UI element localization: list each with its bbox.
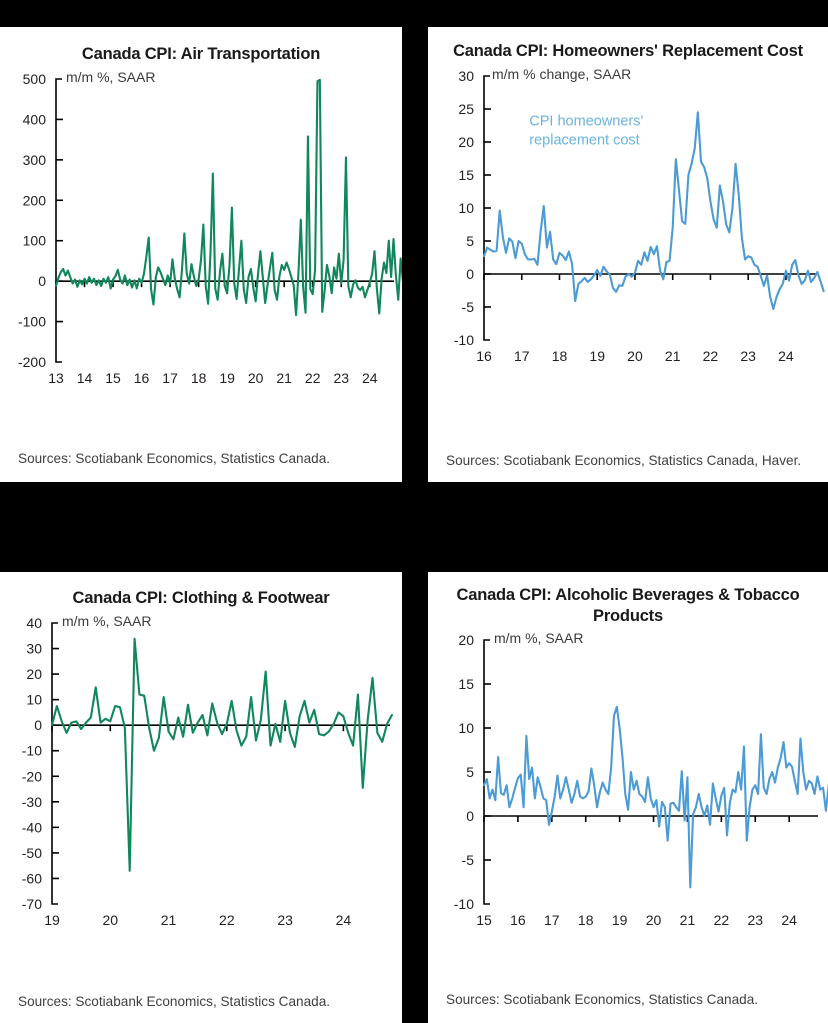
svg-text:20: 20 [102,911,119,928]
svg-text:13: 13 [48,369,64,386]
svg-text:0: 0 [34,716,42,733]
svg-text:300: 300 [22,151,46,168]
svg-text:23: 23 [277,911,293,928]
sources-note-homeowners-replacement-cost: Sources: Scotiabank Economics, Statistics Canada, Haver. [446,452,802,468]
chart-title-clothing-footwear: Canada CPI: Clothing & Footwear [72,589,330,607]
svg-text:10: 10 [458,720,474,737]
svg-text:19: 19 [589,347,606,364]
svg-text:0: 0 [466,265,474,282]
svg-text:100: 100 [22,232,46,249]
sources-note-alcoholic-beverages-tobacco: Sources: Scotiabank Economics, Statistics Canada. [446,991,759,1007]
svg-text:-60: -60 [21,870,42,887]
svg-text:14: 14 [76,369,93,386]
svg-text:20: 20 [247,369,264,386]
svg-text:24: 24 [335,911,352,928]
svg-text:-20: -20 [21,767,42,784]
svg-text:m/m %, SAAR: m/m %, SAAR [494,630,584,647]
svg-text:21: 21 [276,369,292,386]
svg-text:17: 17 [544,912,560,929]
svg-text:21: 21 [160,911,177,928]
sources-note-air-transportation: Sources: Scotiabank Economics, Statistics Canada. [18,450,331,466]
svg-text:40: 40 [26,614,42,631]
chart-title-alcoholic-beverages-tobacco: Canada CPI: Alcoholic Beverages & Tobacco Products [456,586,800,625]
svg-text:10: 10 [458,199,474,216]
plot-area-alcoholic-beverages-tobacco [428,626,828,956]
chart-panel-homeowners-replacement-cost [428,27,828,482]
svg-text:20: 20 [26,665,42,682]
sources-note-clothing-footwear: Sources: Scotiabank Economics, Statistics Canada. [18,993,331,1009]
svg-text:10: 10 [26,691,42,708]
svg-text:30: 30 [26,640,42,657]
plot-svg-air-transportation [0,65,402,410]
svg-text:-50: -50 [21,844,42,861]
svg-text:15: 15 [458,676,474,693]
svg-text:-100: -100 [17,313,46,330]
svg-text:-10: -10 [21,742,42,759]
chart-panel-air-transportation [0,27,402,482]
svg-text:-10: -10 [453,896,474,913]
svg-text:23: 23 [747,912,764,929]
chart-title-air-transportation: Canada CPI: Air Transportation [81,45,321,63]
svg-text:-5: -5 [461,298,474,315]
svg-text:500: 500 [22,70,46,87]
svg-text:-200: -200 [17,353,46,370]
svg-text:5: 5 [466,232,474,249]
chart-title-homeowners-replacement-cost: Canada CPI: Homeowners' Replacement Cost [453,42,803,60]
svg-text:19: 19 [611,912,628,929]
svg-text:20: 20 [627,347,643,364]
svg-text:400: 400 [22,111,46,128]
svg-text:22: 22 [219,911,235,928]
svg-text:0: 0 [38,272,46,289]
svg-text:22: 22 [304,369,321,386]
svg-text:-5: -5 [461,852,474,869]
svg-text:22: 22 [702,347,719,364]
svg-text:15: 15 [458,166,474,183]
svg-text:200: 200 [22,191,46,208]
plot-area-air-transportation [0,65,402,410]
chart-panel-alcoholic-beverages-tobacco [428,572,828,1023]
svg-text:23: 23 [740,347,756,364]
svg-text:-70: -70 [21,895,42,912]
svg-text:m/m %, SAAR: m/m %, SAAR [62,612,152,629]
svg-text:25: 25 [458,100,474,117]
plot-area-homeowners-replacement-cost [428,62,828,392]
svg-text:23: 23 [333,369,350,386]
plot-svg-clothing-footwear [0,609,402,959]
svg-text:-30: -30 [21,793,42,810]
svg-text:19: 19 [219,369,235,386]
plot-area-clothing-footwear [0,609,402,959]
svg-text:-10: -10 [453,331,474,348]
svg-text:20: 20 [458,133,474,150]
svg-text:16: 16 [476,347,492,364]
svg-text:24: 24 [778,347,794,364]
svg-text:17: 17 [513,347,530,364]
plot-svg-homeowners-replacement-cost [428,62,828,392]
svg-text:24: 24 [781,912,797,929]
svg-text:16: 16 [133,369,150,386]
svg-text:20: 20 [645,912,662,929]
svg-text:20: 20 [458,632,474,649]
svg-text:16: 16 [510,912,526,929]
svg-text:21: 21 [679,912,696,929]
svg-text:17: 17 [162,369,178,386]
svg-text:-40: -40 [21,818,42,835]
svg-text:21: 21 [664,347,681,364]
svg-text:0: 0 [466,808,474,825]
svg-text:m/m % change, SAAR: m/m % change, SAAR [492,65,632,82]
svg-text:15: 15 [105,369,121,386]
svg-text:18: 18 [551,347,568,364]
svg-text:18: 18 [190,369,207,386]
svg-text:replacement cost: replacement cost [529,132,640,149]
svg-text:18: 18 [577,912,594,929]
svg-text:5: 5 [466,764,474,781]
svg-text:m/m %, SAAR: m/m %, SAAR [66,68,156,85]
svg-text:22: 22 [713,912,730,929]
svg-text:24: 24 [361,369,378,386]
plot-svg-alcoholic-beverages-tobacco [428,626,828,956]
chart-panel-clothing-footwear [0,572,402,1023]
svg-text:19: 19 [44,911,60,928]
svg-text:30: 30 [458,67,474,84]
svg-text:CPI homeowners': CPI homeowners' [529,113,644,130]
svg-text:15: 15 [476,912,492,929]
